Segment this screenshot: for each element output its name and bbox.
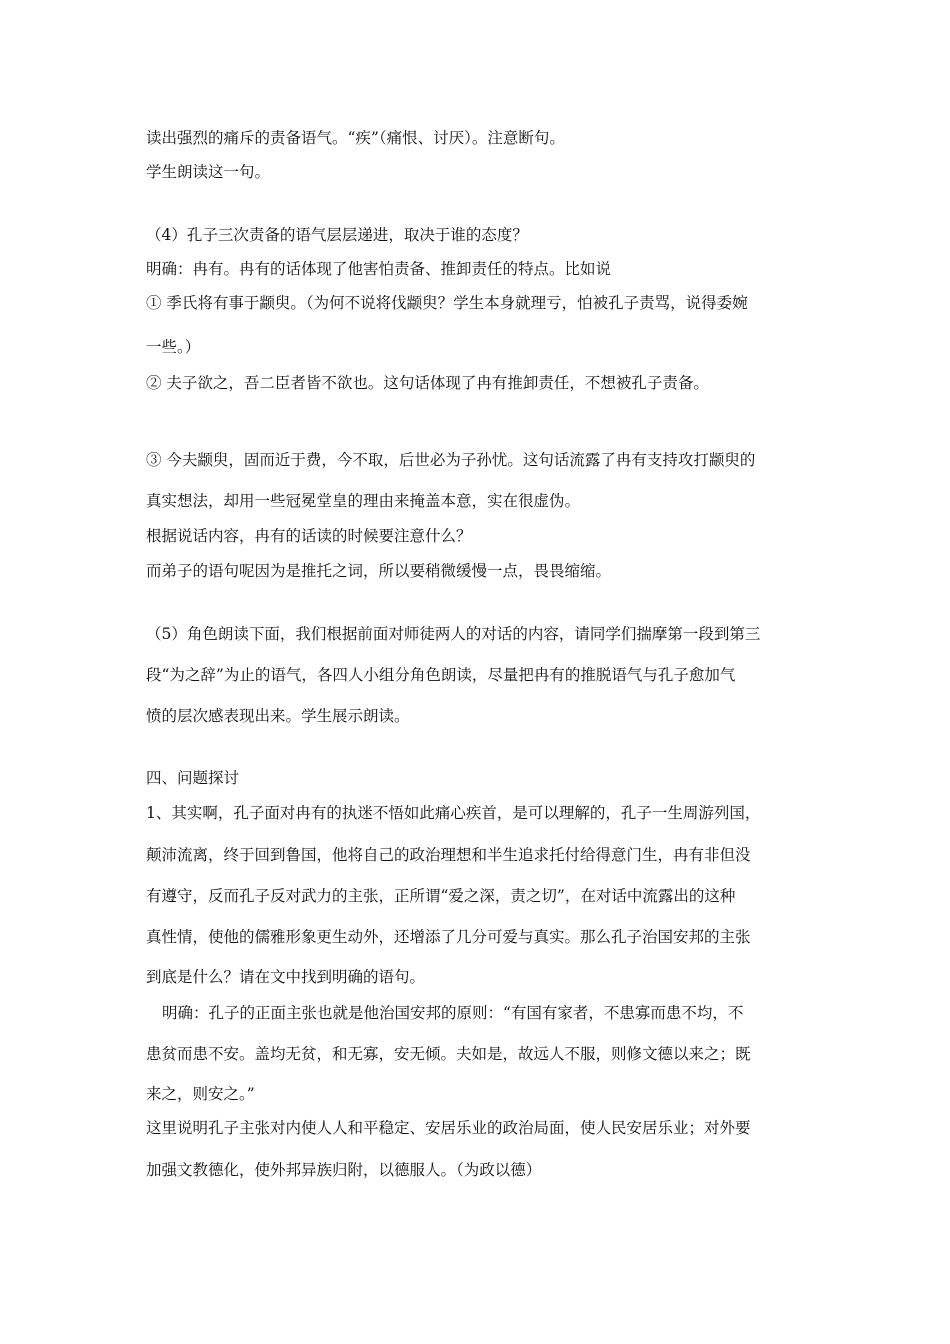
text-line: 而弟子的语句呢因为是推托之词，所以要稍微缓慢一点，畏畏缩缩。 [146, 562, 612, 580]
text-line: （4）孔子三次责备的语气层层递进，取决于谁的态度？ [146, 226, 528, 244]
text-line: 读出强烈的痛斥的责备语气。“疾”（痛恨、讨厌）。注意断句。 [146, 129, 565, 147]
text-line: （5）角色朗读下面，我们根据前面对师徒两人的对话的内容，请同学们揣摩第一段到第三 [146, 625, 761, 643]
text-line: ③ 今夫颛臾，固而近于费，今不取，后世必为子孙忧。这句话流露了冉有支持攻打颛臾的 [146, 451, 756, 469]
text-line: 到底是什么？请在文中找到明确的语句。 [146, 968, 426, 986]
text-line: 明确：冉有。冉有的话体现了他害怕责备、推卸责任的特点。比如说 [146, 260, 612, 278]
text-line: 学生朗读这一句。 [146, 163, 271, 181]
section-heading: 四、问题探讨 [146, 769, 240, 787]
text-line: 颠沛流离，终于回到鲁国，他将自己的政治理想和半生追求托付给得意门生，冉有非但没 [146, 846, 751, 864]
text-line: 一些。） [146, 338, 201, 356]
text-line: 愤的层次感表现出来。学生展示朗读。 [146, 707, 410, 725]
text-line: 根据说话内容，冉有的话读的时候要注意什么？ [146, 527, 472, 545]
text-line: 加强文教德化，使外邦异族归附，以德服人。（为政以德） [146, 1161, 542, 1179]
text-line: 真实想法，却用一些冠冕堂皇的理由来掩盖本意，实在很虚伪。 [146, 492, 581, 510]
text-line: 段“为之辞”为止的语气，各四人小组分角色朗读，尽量把冉有的推脱语气与孔子愈加气 [146, 666, 736, 684]
text-line: ① 季氏将有事于颛臾。（为何不说将伐颛臾？学生本身就理亏，怕被孔子责骂，说得委婉 [146, 294, 748, 312]
text-line: 真性情，使他的儒雅形象更生动外，还增添了几分可爱与真实。那么孔子治国安邦的主张 [146, 928, 751, 946]
text-line: 明确：孔子的正面主张也就是他治国安邦的原则：“有国有家者，不患寡而患不均，不 [162, 1004, 744, 1022]
text-line: 患贫而患不安。盖均无贫，和无寡，安无倾。夫如是，故远人不服，则修文德以来之；既 [146, 1045, 751, 1063]
text-line: 来之，则安之。” [146, 1085, 255, 1103]
text-line: 1、其实啊，孔子面对冉有的执迷不悟如此痛心疾首，是可以理解的，孔子一生周游列国， [146, 804, 761, 822]
text-line: 这里说明孔子主张对内使人人和平稳定、安居乐业的政治局面，使人民安居乐业；对外要 [146, 1119, 751, 1137]
text-line: 有遵守，反而孔子反对武力的主张，正所谓“爱之深，责之切”，在对话中流露出的这种 [146, 887, 736, 905]
text-line: ② 夫子欲之，吾二臣者皆不欲也。这句话体现了冉有推卸责任，不想被孔子责备。 [146, 374, 709, 392]
